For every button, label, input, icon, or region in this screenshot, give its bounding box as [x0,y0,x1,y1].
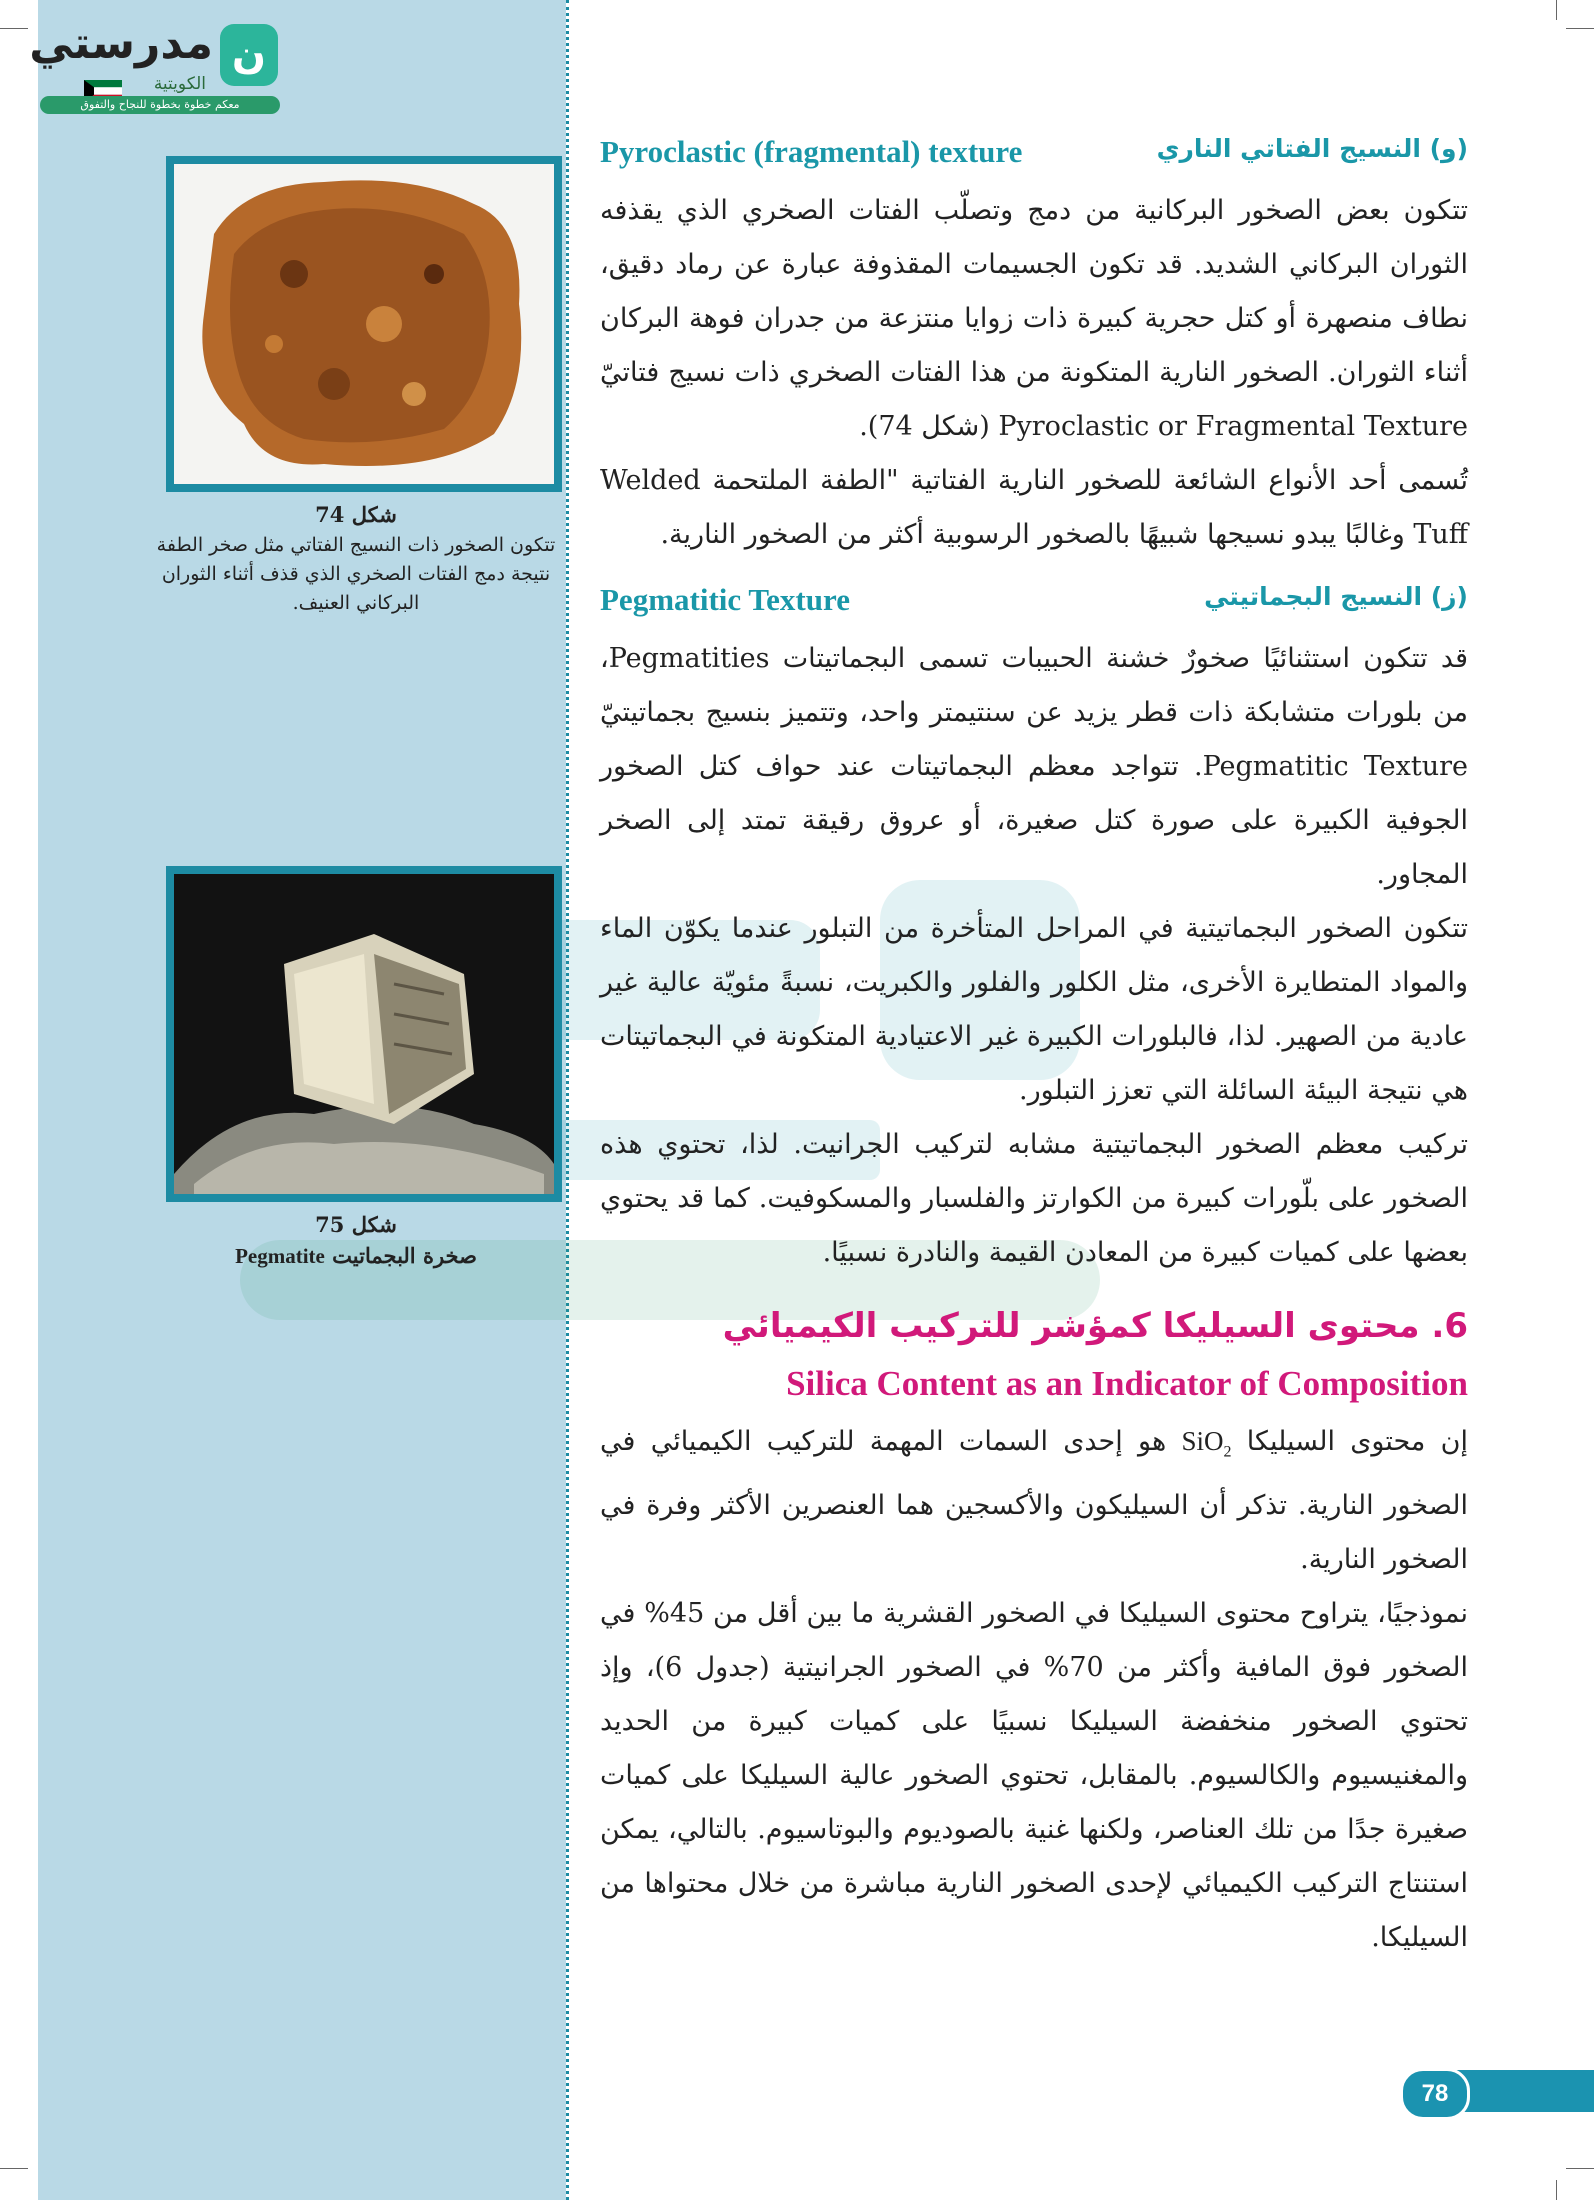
pegmatitic-heading [600,576,1468,632]
silica-section-title-en: Silica Content as an Indicator of Composition [786,1364,1468,1403]
figure-75-image [166,866,562,1202]
figure-75-text-ar: صخرة البجماتيت [332,1243,477,1268]
school-logo-icon: ن [220,24,278,86]
pegmatitic-paragraph-3: تركيب معظم الصخور البجماتيتية مشابه لتركيب الجرانيت. لذا، تحتوي هذه الصخور على بلّورات كبيرة من الكوارتز والفلسبار والمسكوفيت. كما قد يحتوي بعضها على كميات كبيرة من المعادن القيمة والنادرة نسبيًا. [600,1129,1468,1268]
silica-p1-before: إن محتوى السيليكا [1231,1426,1468,1457]
pegmatitic-heading-en: Pegmatitic Texture [600,582,850,617]
main-content [600,120,1468,1965]
crop-mark [0,28,28,29]
logo-subtitle: الكويتية [153,74,206,94]
tuff-rock-icon [174,164,554,484]
silica-paragraph-2: نموذجيًا، يتراوح محتوى السيليكا في الصخور القشرية ما بين أقل من 45% في الصخور فوق المافية وأكثر من 70% في الصخور الجرانيتية (جدول 6)، وإذ تحتوي الصخور منخفضة السيليكا نسبيًا على كميات كبيرة من الحديد والمغنيسيوم والكالسيوم. بالمقابل، تحتوي الصخور عالية السيليكا على كميات صغيرة جدًا من تلك العناصر، ولكنها غنية بالصوديوم والبوتاسيوم. بالتالي، يمكن استنتاج التركيب الكيميائي لإحدى الصخور النارية مباشرة من خلال محتواها من السيليكا. [600,1598,1468,1954]
silica-formula [1181,1426,1232,1461]
pyroclastic-heading [600,128,1468,184]
pegmatite-crystal-icon [174,874,554,1194]
pegmatitic-heading-ar: (ز) النسيج البجماتيتي [1204,582,1468,611]
page-number: 78 [1400,2068,1470,2120]
column-divider [566,0,569,2200]
silica-section-title-ar: 6. محتوى السيليكا كمؤشر للتركيب الكيميائي [722,1306,1468,1346]
pegmatitic-paragraph-2: تتكون الصخور البجماتيتية في المراحل المتأخرة من التبلور عندما يكوّن الماء والمواد المتطايرة الأخرى، مثل الكلور والفلور والكبريت، نسبةً مئويّة عالية غير عادية من الصهير. لذا، فالبلورات الكبيرة غير الاعتيادية المتكونة في البجماتيتات هي نتيجة البيئة السائلة التي تعزز التبلور. [600,913,1468,1106]
silica-p1-after: هو إحدى السمات المهمة للتركيب الكيميائي في الصخور النارية. تذكر أن السيليكون والأكسجين هما العنصرين الأكثر وفرة في الصخور النارية. [600,1426,1468,1576]
logo-name: مدرستي [29,18,213,69]
crop-mark [1566,28,1594,29]
figure-74-text: تتكون الصخور ذات النسيج الفتاتي مثل صخر الطفة نتيجة دمج الفتات الصخري الذي قذف أثناء الثوران البركاني العنيف. [156,534,556,614]
crop-mark [0,2168,28,2169]
figure-75-label: شكل 75 [315,1212,397,1237]
crop-mark [1556,2180,1557,2200]
silica-formula-sub: 2 [1223,1443,1232,1461]
figure-75-text-en: Pegmatite [235,1244,325,1268]
logo-tagline: معكم خطوة بخطوة للنجاح والتفوق [40,96,280,114]
figure-74-image [166,156,562,492]
pyroclastic-paragraph-2: تُسمى أحد الأنواع الشائعة للصخور النارية الفتاتية "الطفة الملتحمة Welded Tuff وغالبًا يبدو نسيجها شبيهًا بالصخور الرسوبية أكثر من الصخور النارية. [600,465,1468,550]
site-logo[interactable] [29,18,288,118]
figure-74-label: شكل 74 [315,502,397,527]
silica-formula-main: SiO [1181,1426,1224,1456]
pegmatitic-paragraph-1: قد تتكون استثنائيًا صخورٌ خشنة الحبيبات تسمى البجماتيتات Pegmatities، من بلورات متشابكة ذات قطر يزيد عن سنتيمتر واحد، وتتميز بنسيج بجماتيتيّ Pegmatitic Texture. تتواجد معظم البجماتيتات عند حواف كتل الصخور الجوفية الكبيرة على صورة كتل صغيرة، أو عروق رقيقة تمتد إلى الصخر المجاور. [600,643,1468,890]
crop-mark [1566,2168,1594,2169]
figure-75-caption [150,1210,562,1272]
pyroclastic-paragraph-1: تتكون بعض الصخور البركانية من دمج وتصلّب الفتات الصخري الذي يقذفه الثوران البركاني الشديد. قد تكون الجسيمات المقذوفة عبارة عن رماد دقيق، نطاف منصهرة أو كتل حجرية كبيرة ذات زوايا منتزعة من جدران فوهة البركان أثناء الثوران. الصخور النارية المتكونة من هذا الفتات الصخري ذات نسيج فتاتيّ Pyroclastic or Fragmental Texture (شكل 74). [600,195,1468,442]
crop-mark [1556,0,1557,20]
silica-paragraph-1 [600,1414,1468,1587]
pyroclastic-heading-en: Pyroclastic (fragmental) texture [600,134,1023,169]
pyroclastic-heading-ar: (و) النسيج الفتاتي الناري [1156,134,1468,163]
figure-74-caption [150,500,562,618]
